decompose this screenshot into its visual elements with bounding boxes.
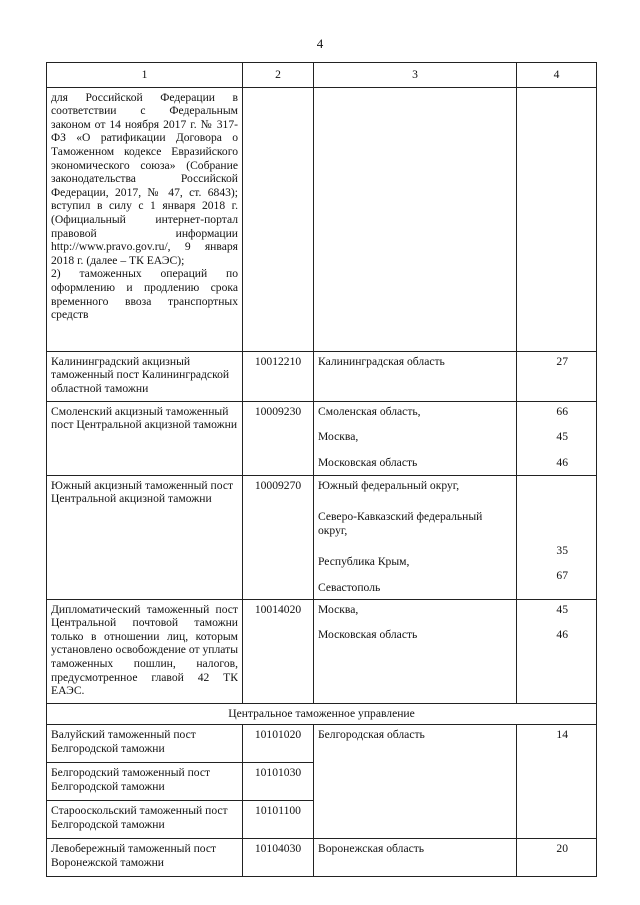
number-list <box>517 599 597 703</box>
region-name: Москва, <box>318 602 359 616</box>
post-description-item-2: 2) таможенных операций по оформлению и продлению срока временного ввоза транспортных средств <box>51 267 238 322</box>
table-row <box>47 839 597 877</box>
table-row <box>47 401 597 475</box>
region-name: Смоленская область, <box>318 404 421 418</box>
region-name: Воронежская область <box>314 839 517 877</box>
table-row <box>47 87 597 351</box>
table-row <box>47 475 597 599</box>
region-list <box>314 599 517 703</box>
post-code: 10009270 <box>243 475 314 599</box>
column-header-4: 4 <box>517 63 597 88</box>
number-list <box>517 401 597 475</box>
post-name: Дипломатический таможенный пост Центральной почтовой таможни только в отношении лиц, которым установлено освобождение от уплаты таможенных пошлин, налогов, предусмотренное главой 42 ТК ЕАЭС. <box>47 599 243 703</box>
region-name: Белгородская область <box>314 725 517 839</box>
post-code: 10101020 <box>243 725 314 763</box>
table-row <box>47 351 597 401</box>
page-number: 4 <box>316 36 324 51</box>
post-name: Смоленский акцизный таможенный пост Центральной акцизной таможни <box>47 401 243 475</box>
post-name: Белгородский таможенный пост Белгородской таможни <box>47 763 243 801</box>
post-code: 10101100 <box>243 801 314 839</box>
post-name: Валуйский таможенный пост Белгородской таможни <box>47 725 243 763</box>
region-number: 45 <box>556 602 568 616</box>
table-header-row <box>47 63 597 88</box>
region-number: 67 <box>556 569 568 583</box>
column-header-2: 2 <box>243 63 314 88</box>
post-name: Левобережный таможенный пост Воронежской таможни <box>47 839 243 877</box>
region-name: Севастополь <box>318 580 381 594</box>
number-list <box>517 475 597 599</box>
post-code: 10101030 <box>243 763 314 801</box>
column-header-1: 1 <box>47 63 243 88</box>
table-row <box>47 725 597 763</box>
section-title: Центральное таможенное управление <box>47 703 597 725</box>
region-name: Республика Крым, <box>318 555 410 569</box>
table-row <box>47 599 597 703</box>
region-number: 35 <box>556 543 568 557</box>
post-code: 10012210 <box>243 351 314 401</box>
post-name: Южный акцизный таможенный пост Центральной акцизной таможни <box>47 475 243 599</box>
post-code-cell <box>243 87 314 351</box>
region-name: Южный федеральный округ, <box>318 478 460 492</box>
post-code: 10009230 <box>243 401 314 475</box>
region-number: 20 <box>517 839 597 877</box>
region-list <box>314 401 517 475</box>
region-number: 27 <box>517 351 597 401</box>
post-name: Калининградский акцизный таможенный пост Калининградской областной таможни <box>47 351 243 401</box>
column-header-3: 3 <box>314 63 517 88</box>
post-description: для Российской Федерации в соответствии с Федеральным законом от 14 ноября 2017 г. № 317-ФЗ «О ратификации Договора о Таможенном кодексе Евразийского экономического союза» (Собрание законодательства Российской Федерации, 2017, № 47, ст. 6843); вступил в силу с 1 января 2018 г. (Официальный интернет-портал правовой информации http://www.pravo.gov.ru/, 9 января 2018 г. (далее – ТК ЕАЭС); <box>51 90 238 267</box>
region-number: 66 <box>556 404 568 418</box>
post-code: 10014020 <box>243 599 314 703</box>
region-name: Северо-Кавказский федеральный округ, <box>318 510 483 537</box>
customs-posts-table <box>46 62 597 877</box>
post-code: 10104030 <box>243 839 314 877</box>
number-cell <box>517 87 597 351</box>
section-header-row <box>47 703 597 725</box>
post-name: Старооскольский таможенный пост Белгородской таможни <box>47 801 243 839</box>
region-name: Московская область <box>318 628 418 642</box>
region-cell <box>314 87 517 351</box>
region-name: Москва, <box>318 430 359 444</box>
region-list <box>314 475 517 599</box>
region-number: 14 <box>517 725 597 839</box>
post-description-cell <box>47 87 243 351</box>
region-number: 45 <box>556 430 568 444</box>
region-number: 46 <box>556 455 568 469</box>
region-name: Московская область <box>318 455 418 469</box>
region-name: Калининградская область <box>314 351 517 401</box>
region-number: 46 <box>556 628 568 642</box>
